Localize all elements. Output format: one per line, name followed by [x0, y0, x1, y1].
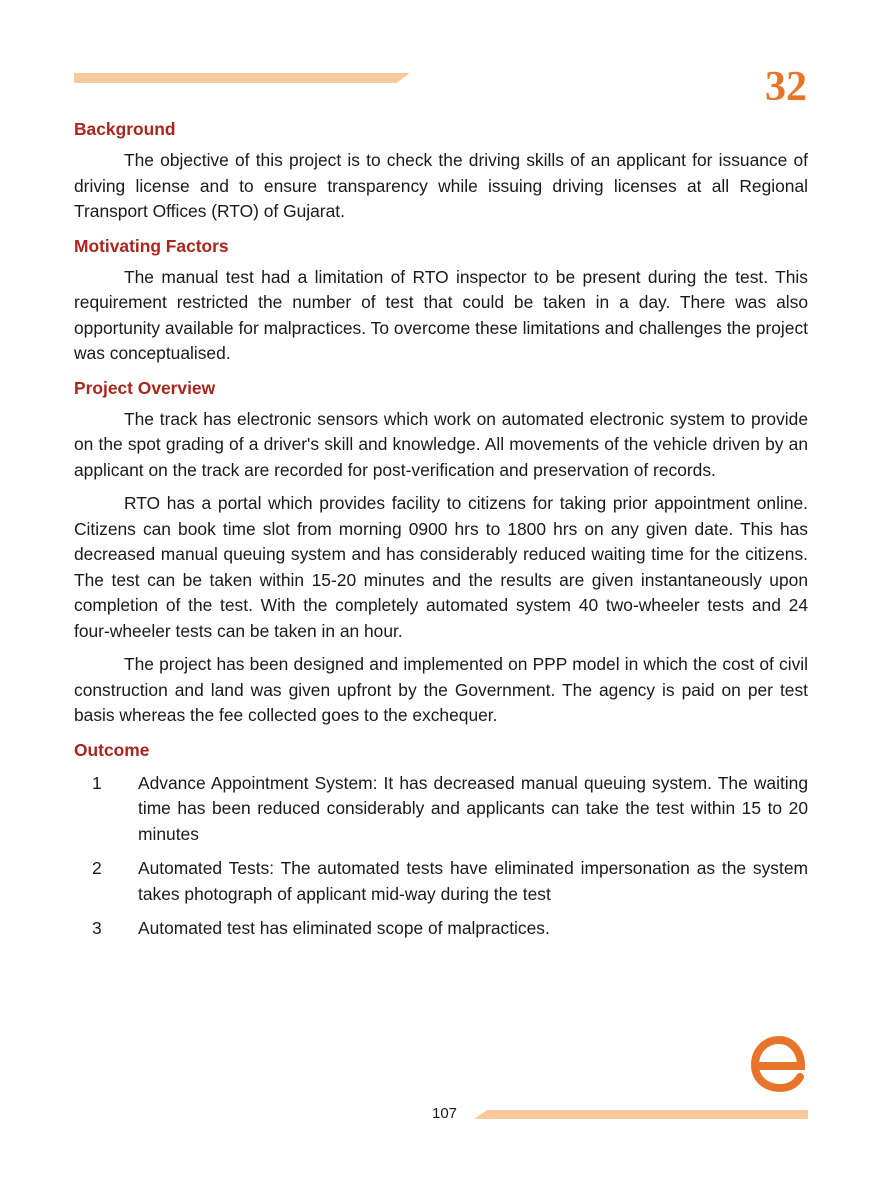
list-item-text: Automated Tests: The automated tests have eliminated impersonation as the system takes photograph of applicant mid-way during the test — [138, 858, 808, 904]
heading-motivating-factors: Motivating Factors — [74, 235, 229, 256]
section-outcome — [74, 737, 808, 942]
heading-outcome: Outcome — [74, 739, 150, 760]
paragraph-overview-3: The project has been designed and implemented on PPP model in which the cost of civil construction and land was given upfront by the Government. The agency is paid on per test basis whereas the fee collected goes to the exchequer. — [74, 654, 808, 725]
outcome-list — [74, 771, 808, 942]
page-number: 107 — [432, 1105, 458, 1122]
heading-project-overview: Project Overview — [74, 377, 216, 398]
list-item — [74, 916, 808, 942]
page-content — [74, 116, 808, 951]
chapter-number: 32 — [765, 64, 807, 110]
header-decorative-bar — [74, 73, 410, 83]
section-background — [74, 116, 808, 225]
list-item-text: Automated test has eliminated scope of malpractices. — [138, 918, 550, 938]
list-item-number: 2 — [92, 858, 102, 878]
paragraph-overview-2: RTO has a portal which provides facility to citizens for taking prior appointment online. Citizens can book time slot from morning 0900 hrs to 1800 hrs on any given date. This has decreased manual queuing system and has considerably reduced waiting time for the citizens. The test can be taken within 15-20 minutes and the results are given instantaneously upon completion of the test. With the completely automated system 40 two-wheeler tests and 24 four-wheeler tests can be taken in an hour. — [74, 493, 808, 641]
list-item — [74, 856, 808, 907]
footer-decorative-bar — [474, 1110, 808, 1119]
list-item-number: 3 — [92, 918, 102, 938]
list-item-text: Advance Appointment System: It has decreased manual queuing system. The waiting time has been reduced considerably and applicants can take the test within 15 to 20 minutes — [138, 772, 808, 844]
section-motivating-factors — [74, 233, 808, 367]
paragraph-motivating-factors: The manual test had a limitation of RTO inspector to be present during the test. This requirement restricted the number of test that could be taken in a day. There was also opportunity available for malpractices. To overcome these limitations and challenges the project was conceptualised. — [74, 266, 808, 363]
e-logo-icon — [749, 1032, 809, 1094]
section-project-overview — [74, 375, 808, 729]
paragraph-background: The objective of this project is to check the driving skills of an applicant for issuance of driving license and to ensure transparency while issuing driving licenses at all Regional Transport Offices (RTO) of Gujarat. — [74, 150, 808, 221]
heading-background: Background — [74, 119, 176, 139]
list-item-number: 1 — [92, 772, 102, 793]
paragraph-overview-1: The track has electronic sensors which work on automated electronic system to provide on the spot grading of a driver's skill and knowledge. All movements of the vehicle driven by an applicant on the track are recorded for post-verification and preservation of records. — [74, 408, 808, 480]
list-item — [74, 771, 808, 848]
